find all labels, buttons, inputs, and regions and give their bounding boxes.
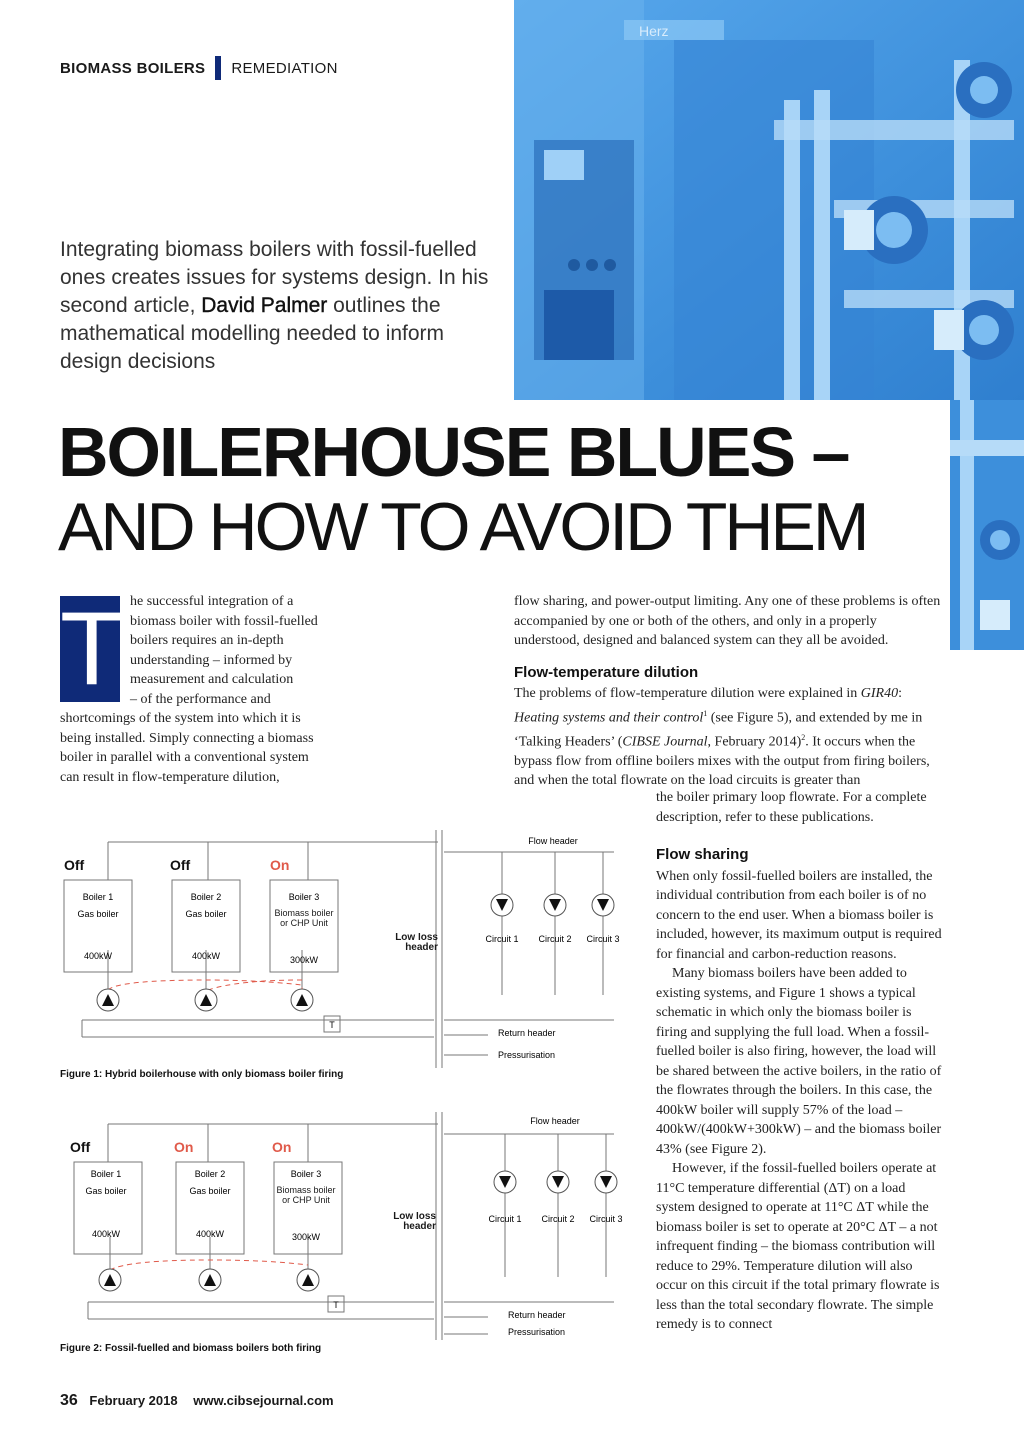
fig1-pressurisation: Pressurisation: [498, 1050, 556, 1060]
page-footer: [60, 1392, 334, 1410]
photo-brand-label: Herz: [639, 23, 669, 39]
intro-paragraph: shortcomings of the system into which it is being installed. Simply connecting a biomass boiler in parallel with a conventional system can result in flow-temperature dilution,: [60, 711, 314, 785]
fig1-flow-header: Flow header: [528, 836, 578, 846]
headline-line2: AND HOW TO AVOID THEM: [58, 489, 867, 565]
intro-line: measurement and calculation: [130, 672, 294, 687]
fig1-circuit-1: Circuit 1: [485, 934, 519, 944]
standfirst: [60, 236, 490, 376]
boiler-photo: [514, 0, 1024, 400]
fig2-return-header: Return header: [508, 1310, 566, 1320]
fig1-state-3: On: [270, 857, 290, 873]
fig2-temp-sensor: T: [333, 1300, 339, 1310]
standfirst-text-end: outlines the mathematical modelling needed to inform design decisions: [60, 294, 445, 373]
fig1-boiler3-desc: Biomass boiler or CHP Unit: [274, 908, 334, 928]
subhead-flow-sharing: Flow sharing: [656, 846, 749, 863]
intro-line: biomass boiler with fossil-fuelled: [130, 613, 318, 629]
fig2-boiler3-desc: Biomass boiler or CHP Unit: [276, 1185, 336, 1205]
flow-temperature-paragraph: The problems of flow-temperature dilution were explained in GIR40: Heating systems and their control$^1$ (see Figure 5), and extended by me in ‘Talking Headers’ (CIBSE Journal, February 2014)$^2$. It occurs when the bypass flow from offline boilers mixes with the output from firing boilers, and when the total flowrate on the load circuits is greater than: [514, 686, 930, 789]
fig1-return-header: Return header: [498, 1028, 556, 1038]
intro-line: understanding – informed by: [130, 652, 293, 668]
fig2-boiler1-title: Boiler 1: [90, 1169, 122, 1179]
flow-sharing-p2: Many biomass boilers have been added to existing systems, and Figure 1 shows a typical schematic in which only the biomass boiler is firing and supplying the full load. When a fossil-fuelled boiler is also firing, however, the load will be shared between the active boilers, in the ratio of the flowrates through the boilers. In this case, the 400kW boiler will supply 57% of the load – 400kW/(400kW+300kW) – and the biomass boiler 43% (see Figure 2).: [656, 966, 942, 1157]
fig2-boiler3-title: Boiler 3: [290, 1169, 322, 1179]
standfirst-text: Integrating biomass boilers with fossil-fuelled ones creates issues for systems design. In his second article,: [60, 238, 489, 317]
intro-lines: [130, 592, 330, 709]
section-divider: [215, 56, 221, 80]
column-three: [656, 788, 946, 1335]
fig2-circuit-3: Circuit 3: [589, 1214, 623, 1224]
fig1-boiler3-kw: 300kW: [289, 955, 319, 965]
intro-line: boilers requires an in-depth: [130, 633, 284, 648]
column-two: [514, 592, 944, 791]
col2-intro: flow sharing, and power-output limiting. Any one of these problems is often accompanied by one or both of the others, and only in a properly understood, designed and balanced system can they all be avoided.: [514, 594, 941, 648]
fig2-flow-header: Flow header: [530, 1116, 580, 1126]
fig1-boiler1-title: Boiler 1: [82, 892, 114, 902]
fig2-boiler1-desc: Gas boiler: [85, 1186, 127, 1196]
headline-line1: BOILERHOUSE BLUES –: [58, 413, 849, 491]
fig2-low-loss-header: Low loss header: [393, 1212, 436, 1232]
fig2-boiler2-kw: 400kW: [195, 1229, 225, 1239]
section-name: BIOMASS BOILERS: [60, 59, 206, 77]
fig1-boiler3-title: Boiler 3: [288, 892, 320, 902]
flow-sharing-p1: When only fossil-fuelled boilers are installed, the individual contribution from each boiler is of no concern to the end user. When a biomass boiler is included, however, its maximum output is required for financial and carbon-reduction reasons.: [656, 868, 942, 962]
fig1-circuit-3: Circuit 3: [586, 934, 620, 944]
fig2-boiler2-title: Boiler 2: [194, 1169, 226, 1179]
figure-1-caption: Figure 1: Hybrid boilerhouse with only biomass boiler firing: [60, 1069, 344, 1080]
fig2-pressurisation: Pressurisation: [508, 1327, 566, 1337]
boiler-photo-strip: [950, 400, 1024, 650]
fig1-circuit-2: Circuit 2: [538, 934, 572, 944]
fig1-low-loss-header: Low loss header: [395, 933, 438, 953]
fig1-boiler2-kw: 400kW: [191, 951, 221, 961]
fig1-boiler1-desc: Gas boiler: [77, 909, 119, 919]
fig2-state-3: On: [272, 1139, 292, 1155]
flow-temperature-paragraph-end: the boiler primary loop flowrate. For a complete description, refer to these publications.: [656, 790, 927, 825]
fig1-boiler1-kw: 400kW: [83, 951, 113, 961]
fig2-boiler2-desc: Gas boiler: [189, 1186, 231, 1196]
drop-cap: T: [60, 591, 124, 707]
fig2-boiler3-kw: 300kW: [291, 1232, 321, 1242]
fig2-state-2: On: [174, 1139, 194, 1155]
subsection-name: REMEDIATION: [231, 59, 338, 77]
fig2-boiler1-kw: 400kW: [91, 1229, 121, 1239]
fig1-state-2: Off: [170, 857, 191, 873]
author-name: David Palmer: [201, 294, 328, 317]
figure-1-diagram: [58, 830, 638, 1080]
issue-date: February 2018: [89, 1393, 178, 1408]
fig1-state-1: Off: [64, 857, 85, 873]
flow-sharing-p3: However, if the fossil-fuelled boilers operate at 11°C temperature differential (ΔT) on a load system designed to operate at 11°C ΔT while the biomass boiler is set to operate at 20°C ΔT – a not infrequent finding – the biomass contribution will reduce to 29%. Temperature dilution will also occur on this circuit if the total primary flowrate is less than the total secondary flowrate. The simple remedy is to connect: [656, 1161, 940, 1332]
page-number: 36: [60, 1392, 78, 1409]
fig2-circuit-1: Circuit 1: [488, 1214, 522, 1224]
fig1-boiler2-title: Boiler 2: [190, 892, 222, 902]
journal-url[interactable]: www.cibsejournal.com: [193, 1393, 334, 1408]
figure-2-diagram: [58, 1112, 638, 1342]
fig2-state-1: Off: [70, 1139, 91, 1155]
intro-line: he successful integration of a: [130, 594, 294, 609]
fig1-boiler2-desc: Gas boiler: [185, 909, 227, 919]
section-tag: [60, 56, 338, 80]
fig1-temp-sensor: T: [329, 1020, 335, 1030]
intro-line: – of the performance and: [130, 691, 271, 707]
figure-2-caption: Figure 2: Fossil-fuelled and biomass boilers both firing: [60, 1343, 322, 1354]
subhead-flow-temperature: Flow-temperature dilution: [514, 663, 699, 681]
fig2-circuit-2: Circuit 2: [541, 1214, 575, 1224]
